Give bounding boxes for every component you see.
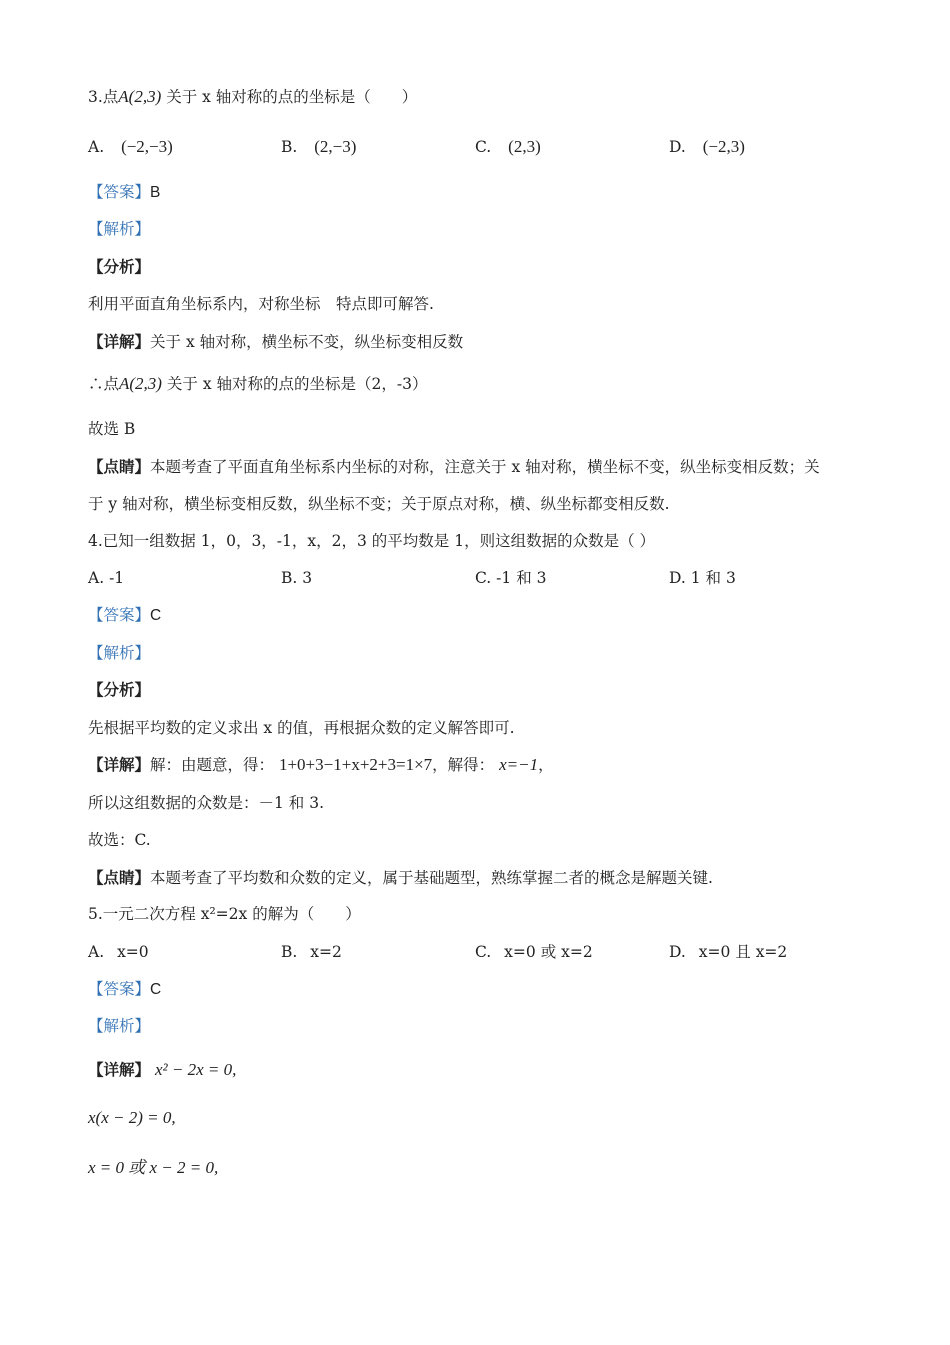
q3-xiangjie [88, 331, 463, 353]
q3-guxuan: 故选 B [88, 420, 136, 438]
option-value: 1 和 3 [690, 569, 736, 587]
option-value: -1 和 3 [496, 569, 547, 587]
q3-option-b [281, 136, 356, 158]
solve-prefix: ，解得： [432, 756, 495, 774]
answer-tag: 【答案】 [88, 606, 151, 624]
option-letter: C. [475, 943, 492, 961]
option-value: (−2,−3) [121, 137, 173, 156]
q5-option-a [88, 941, 149, 963]
dianjing-tag: 【点睛】 [88, 868, 151, 887]
option-letter: C. [475, 569, 492, 587]
xiangjie-tag: 【详解】 [88, 332, 151, 351]
dianjing-tag: 【点睛】 [88, 457, 151, 476]
q3-option-a [88, 136, 173, 158]
answer-tag: 【答案】 [88, 980, 151, 998]
solution-suffix: ， [538, 756, 554, 774]
option-value: 3 [302, 569, 313, 587]
q4-jiexi-tag: 【解析】 [88, 644, 151, 662]
q4-fenxi: 先根据平均数的定义求出 x 的值，再根据众数的定义解答即可. [88, 719, 515, 737]
option-value: x=0 且 x=2 [698, 943, 788, 961]
option-value: x=0 或 x=2 [504, 943, 593, 961]
option-letter: D. [669, 138, 686, 156]
q4-guxuan: 故选：C. [88, 831, 151, 849]
answer-value: C [150, 981, 162, 998]
dianjing-text: 本题考查了平均数和众数的定义，属于基础题型，熟练掌握二者的概念是解题关键. [150, 869, 713, 887]
option-letter: B. [281, 569, 298, 587]
q3-therefore [88, 373, 427, 395]
option-letter: D. [669, 569, 686, 587]
q4-xiangjie [88, 754, 554, 776]
option-value: (−2,3) [702, 137, 745, 156]
therefore-point: A(2,3) [119, 374, 162, 393]
q4-option-b [281, 567, 312, 589]
therefore-prefix: ∴点 [88, 375, 120, 393]
answer-tag: 【答案】 [88, 183, 151, 201]
option-value: (2,−3) [314, 137, 357, 156]
q3-answer [88, 181, 160, 204]
therefore-rest: 关于 x 轴对称的点的坐标是（2，-3） [166, 375, 428, 393]
option-letter: A. [88, 569, 105, 587]
option-value: x=0 [117, 943, 149, 961]
xiangjie-tag: 【详解】 [88, 755, 151, 774]
q4-dianjing [88, 867, 713, 889]
q5-stem: 5.一元二次方程 x²=2x 的解为（ ） [88, 905, 361, 923]
option-letter: B. [281, 138, 298, 156]
q3-jiexi-tag: 【解析】 [88, 220, 151, 238]
q4-stem: 4.已知一组数据 1，0，3，-1，x，2，3 的平均数是 1，则这组数据的众数是（ ） [88, 532, 656, 550]
option-letter: A. [88, 138, 105, 156]
q3-number: 3.点 [88, 88, 119, 106]
q5-answer [88, 978, 161, 1001]
option-letter: C. [475, 138, 492, 156]
q5-option-d [669, 941, 787, 963]
q3-option-d [669, 136, 745, 158]
xiangjie-tag: 【详解】 [88, 1060, 151, 1079]
q4-option-c [475, 567, 547, 589]
q4-answer [88, 604, 161, 627]
option-letter: A. [88, 943, 105, 961]
xiangjie-prefix: 解：由题意，得： [150, 756, 275, 774]
answer-value: C [150, 607, 162, 624]
q3-stem [88, 86, 417, 108]
solution: x=−1 [499, 755, 539, 774]
option-letter: D. [669, 943, 686, 961]
q3-fenxi-tag: 【分析】 [88, 257, 151, 276]
q5-xiangjie [88, 1059, 236, 1081]
equation: 1+0+3−1+x+2+3=1×7 [278, 755, 433, 774]
q3-dianjing-2: 于 y 轴对称，横坐标变相反数，纵坐标不变；关于原点对称，横、纵坐标都变相反数. [88, 495, 670, 513]
q3-option-c [475, 136, 541, 158]
q4-option-d [669, 567, 736, 589]
option-value: x=2 [310, 943, 342, 961]
xiangjie-text: 关于 x 轴对称，横坐标不变，纵坐标变相反数 [150, 333, 464, 351]
q4-fenxi-tag: 【分析】 [88, 680, 151, 699]
q5-option-b [281, 941, 342, 963]
dianjing-text: 本题考查了平面直角坐标系内坐标的对称，注意关于 x 轴对称，横坐标不变，纵坐标变相反数；关 [150, 458, 820, 476]
q5-step-3: x = 0 或 x − 2 = 0, [88, 1158, 219, 1177]
q5-jiexi-tag: 【解析】 [88, 1017, 151, 1035]
option-value: (2,3) [508, 137, 541, 156]
answer-value: B [150, 184, 161, 201]
q4-option-a [88, 567, 124, 589]
option-letter: B. [281, 943, 298, 961]
option-value: -1 [109, 569, 125, 587]
q3-fenxi: 利用平面直角坐标系内，对称坐标 特点即可解答. [88, 295, 434, 313]
q5-step-2: x(x − 2) = 0, [88, 1108, 176, 1127]
q3-dianjing-1 [88, 456, 820, 478]
q3-stem-rest: 关于 x 轴对称的点的坐标是（ ） [166, 88, 418, 106]
step-1: x² − 2x = 0, [154, 1060, 237, 1079]
q5-option-c [475, 941, 593, 963]
q4-mode-line: 所以这组数据的众数是：－1 和 3. [88, 794, 325, 812]
q3-point: A(2,3) [118, 87, 162, 106]
